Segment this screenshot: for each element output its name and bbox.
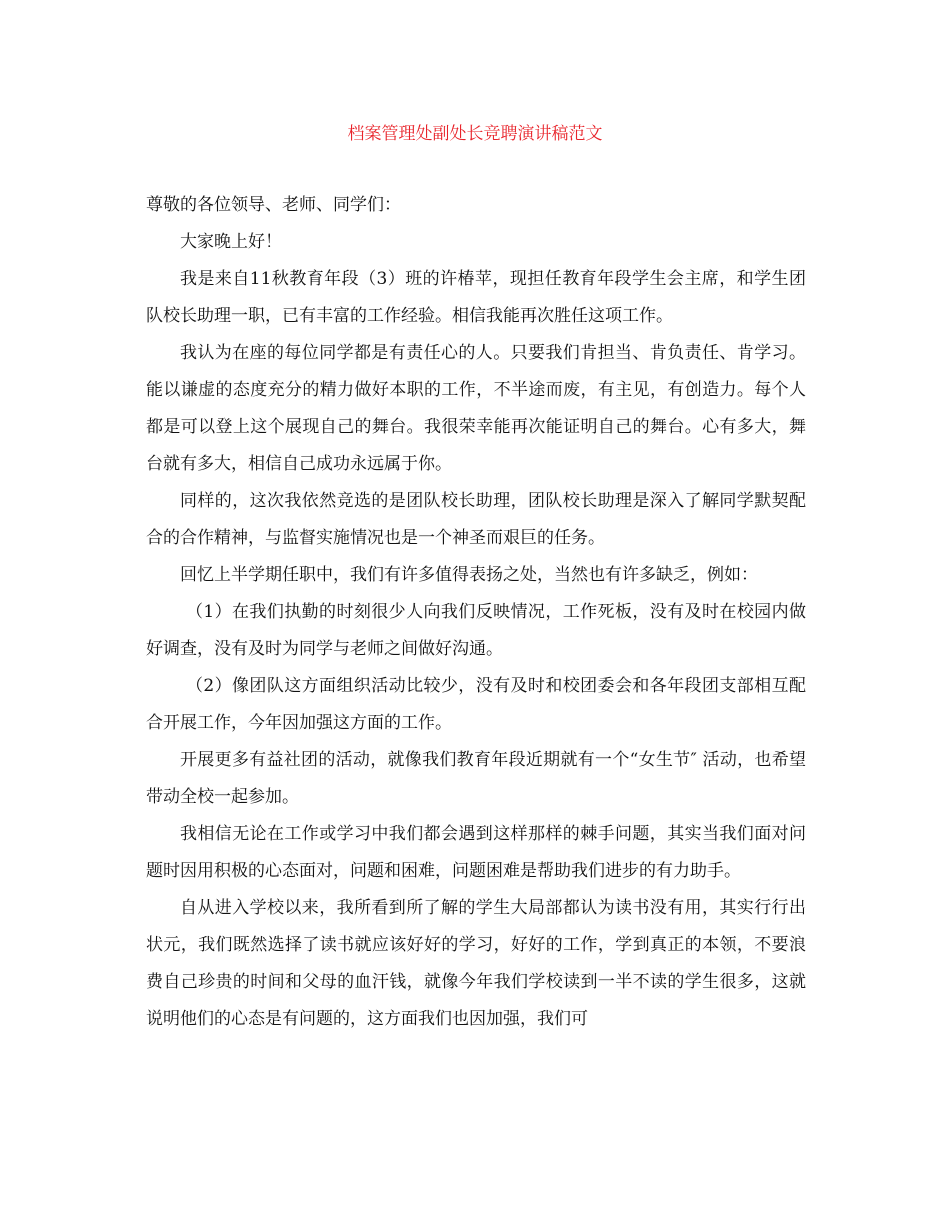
document-title: 档案管理处副处长竞聘演讲稿范文 [347, 124, 603, 144]
paragraph-list-item-1: （1）在我们执勤的时刻很少人向我们反映情况，工作死板，没有及时在校园内做好调查，没有及时为同学与老师之间做好沟通。 [146, 602, 806, 659]
paragraph-attitude: 我相信无论在工作或学习中我们都会遇到这样那样的棘手问题，其实当我们面对问题时因用积极的心态面对，问题和困难，问题困难是帮助我们进步的有力助手。 [146, 824, 806, 881]
document-body [146, 187, 806, 1038]
paragraph-review: 回忆上半学期任职中，我们有许多值得表扬之处，当然也有许多缺乏，例如： [180, 565, 758, 585]
paragraph-candidacy: 同样的，这次我依然竞选的是团队校长助理，团队校长助理是深入了解同学默契配合的合作精神，与监督实施情况也是一个神圣而艰巨的任务。 [146, 491, 806, 548]
paragraph-study: 自从进入学校以来，我所看到所了解的学生大局部都认为读书没有用，其实行行出状元，我们既然选择了读书就应该好好的学习，好好的工作，学到真正的本领，不要浪费自己珍贵的时间和父母的血汗钱，就像今年我们学校读到一半不读的学生很多，这就说明他们的心态是有问题的，这方面我们也因加强，我们可 [146, 898, 806, 1029]
salutation: 尊敬的各位领导、老师、同学们： [146, 195, 401, 215]
paragraph-responsibility: 我认为在座的每位同学都是有责任心的人。只要我们肯担当、肯负责任、肯学习。能以谦虚的态度充分的精力做好本职的工作，不半途而废，有主见，有创造力。每个人都是可以登上这个展现自己的舞台。我很荣幸能再次能证明自己的舞台。心有多大，舞台就有多大，相信自己成功永远属于你。 [146, 343, 806, 474]
paragraph-activities: 开展更多有益社团的活动，就像我们教育年段近期就有一个“女生节″ 活动，也希望带动全校一起参加。 [146, 750, 806, 807]
paragraph-list-item-2: （2）像团队这方面组织活动比较少，没有及时和校团委会和各年段团支部相互配合开展工作，今年因加强这方面的工作。 [146, 676, 806, 733]
paragraph-introduction: 我是来自11秋教育年段（3）班的许椿苹，现担任教育年段学生会主席，和学生团队校长助理一职，已有丰富的工作经验。相信我能再次胜任这项工作。 [146, 269, 806, 326]
paragraph-greeting: 大家晚上好！ [180, 232, 282, 252]
